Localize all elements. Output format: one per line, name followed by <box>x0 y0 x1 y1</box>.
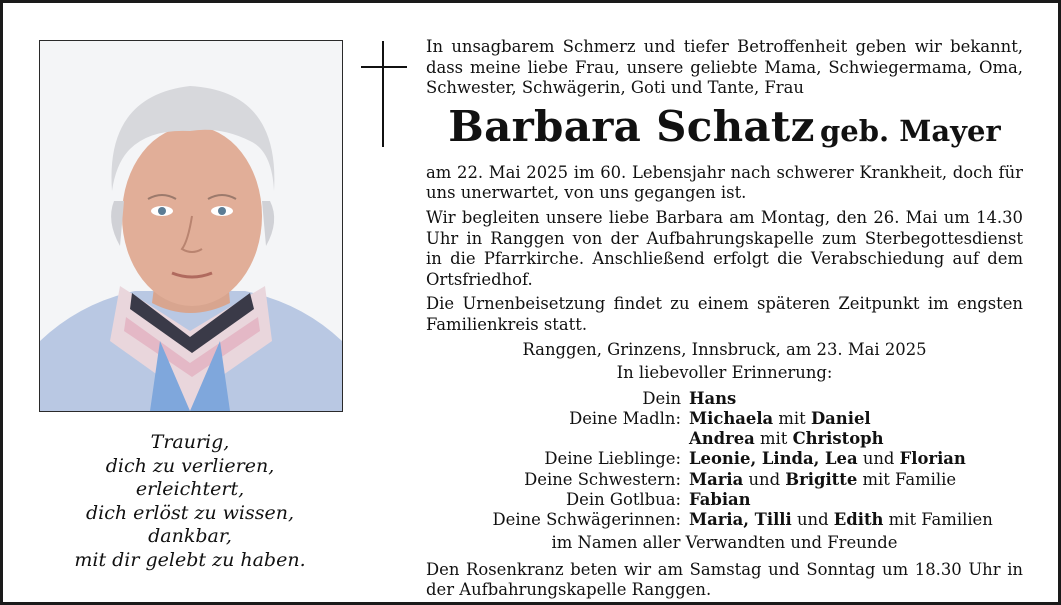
mourner-connector: mit Familie <box>857 469 957 489</box>
mourner-name: Hans <box>689 388 737 408</box>
mourner-name: Edith <box>833 509 884 529</box>
rosary-text: Den Rosenkranz beten wir am Samstag und Sonntag um 18.30 Uhr in der Aufbahrungskapelle Ranggen. <box>426 559 1023 600</box>
mourner-label: Deine Schwägerinnen: <box>492 509 681 529</box>
funeral-text: Wir begleiten unsere liebe Barbara am Montag, den 26. Mai um 14.30 Uhr in Ranggen von der Aufbahrungskapelle zum Sterbegottesdienst in die Pfarrkirche. Anschließend erfolgt die Verabschiedung auf dem Ortsfriedhof. <box>426 207 1023 289</box>
mourner-label <box>426 429 689 449</box>
deceased-name <box>426 102 1023 161</box>
mourner-row <box>426 409 1023 429</box>
mourner-label: Dein Gotlbua: <box>566 489 681 509</box>
mourner-label: Deine Schwestern: <box>524 469 681 489</box>
mourner-names <box>689 510 1023 530</box>
mourner-connector: und <box>857 449 900 469</box>
mourner-names <box>689 429 1023 449</box>
poem-line: dankbar, <box>148 525 232 547</box>
poem-line: dich erlöst zu wissen, <box>85 501 295 524</box>
mourner-name: Daniel <box>810 408 871 428</box>
mourner-name: Andrea <box>689 429 755 449</box>
poem-line: mit dir gelebt zu haben. <box>74 548 306 571</box>
urn-text: Die Urnenbeisetzung findet zu einem späteren Zeitpunkt im engsten Familienkreis statt. <box>426 294 1023 334</box>
mourner-name: Brigitte <box>785 469 858 489</box>
mourner-connector: mit Familien <box>883 509 993 529</box>
mourner-label: Dein <box>642 388 681 408</box>
relatives-line: im Namen aller Verwandten und Freunde <box>551 533 898 553</box>
mourner-name: Florian <box>899 449 966 469</box>
mourner-label: Deine Madln: <box>569 408 681 428</box>
mourner-row <box>426 490 1023 510</box>
mourner-name: Leonie, Linda, Lea <box>689 449 858 469</box>
mourner-connector: mit <box>773 408 811 428</box>
cross-icon <box>359 41 409 147</box>
obituary-text <box>426 37 1023 601</box>
mourner-name: Christoph <box>792 429 884 449</box>
intro-text: In unsagbarem Schmerz und tiefer Betroffenheit geben wir bekannt, dass meine liebe Frau, unsere geliebte Mama, Schwiegermama, Oma, Schwester, Schwägerin, Goti und Tante, Frau <box>426 37 1023 98</box>
mourner-names <box>689 389 1023 409</box>
mourner-label: Deine Lieblinge: <box>544 449 681 469</box>
portrait-photo <box>39 40 343 412</box>
mourner-names <box>689 449 1023 469</box>
place-date: Ranggen, Grinzens, Innsbruck, am 23. Mai 2025 <box>522 339 927 359</box>
mourner-name: Fabian <box>689 489 751 509</box>
mourner-names <box>689 409 1023 429</box>
mourner-row <box>426 510 1023 530</box>
mourner-name: Michaela <box>689 408 774 428</box>
mourner-name: Maria, Tilli <box>689 509 792 529</box>
mourner-connector: und <box>791 509 834 529</box>
mourner-connector: mit <box>754 429 793 449</box>
mourner-name: Maria <box>689 469 744 489</box>
mourners-list <box>426 389 1023 530</box>
mourner-names <box>689 470 1023 490</box>
poem-line: Traurig, <box>150 431 230 453</box>
mourner-row <box>426 470 1023 490</box>
poem <box>39 431 341 572</box>
death-text: am 22. Mai 2025 im 60. Lebensjahr nach schwerer Krankheit, doch für uns unerwartet, von uns gegangen ist. <box>426 162 1023 203</box>
poem-line: erleichtert, <box>135 478 245 500</box>
birth-name: geb. Mayer <box>820 113 1001 148</box>
mourner-row <box>426 389 1023 409</box>
mourner-row <box>426 449 1023 469</box>
memory-line: In liebevoller Erinnerung: <box>616 363 833 383</box>
mourner-names <box>689 490 1023 510</box>
mourner-row <box>426 429 1023 449</box>
full-name: Barbara Schatz <box>448 101 815 151</box>
poem-line: dich zu verlieren, <box>105 454 275 477</box>
mourner-connector: und <box>743 469 786 489</box>
